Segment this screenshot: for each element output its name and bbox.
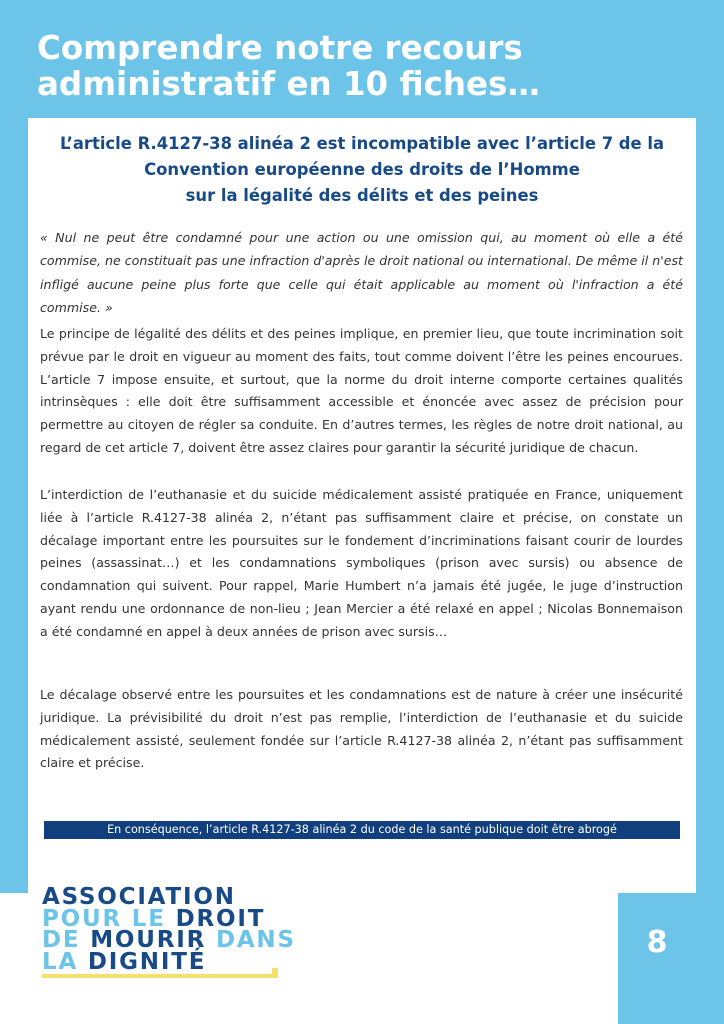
logo-underline <box>42 974 278 978</box>
subtitle-line-1: L’article R.4127-38 alinéa 2 est incompatible avec l’article 7 de la <box>59 134 665 153</box>
article-quote: « Nul ne peut être condamné pour une action ou une omission qui, au moment où elle a été commise, ne constituait pas une infraction d'après le droit national ou international. De même il n'est infligé aucune peine plus forte que celle qui était applicable au moment où l'infraction a été commise. » <box>40 230 683 315</box>
logo-word-dignite: DIGNITÉ <box>87 948 207 975</box>
paragraph-3: Le décalage observé entre les poursuites et les condamnations est de nature à créer une insécurité juridique. La prévisibilité du droit n’est pas remplie, l’interdiction de l’euthanasie et du suicide médicalement assisté, seulement fondée sur l’article R.4127-38 alinéa 2, n’étant pas suffisamment claire et précise. <box>40 687 683 771</box>
logo-line-4 <box>42 948 302 975</box>
logo-dot <box>272 968 278 974</box>
logo-word-droit: DROIT <box>175 905 266 932</box>
conclusion-banner: En conséquence, l’article R.4127-38 alinéa 2 du code de la santé publique doit être abrogé <box>44 821 680 839</box>
fiche-subtitle <box>28 131 696 209</box>
subtitle-line-3: sur la légalité des délits et des peines <box>185 186 539 205</box>
logo-word-la: LA <box>42 948 79 975</box>
page-number: 8 <box>646 925 668 960</box>
header-title-line-2: administratif en 10 fiches… <box>37 65 540 103</box>
logo-line-1: ASSOCIATION <box>42 884 236 910</box>
association-logo <box>42 884 302 975</box>
paragraph-2: L’interdiction de l’euthanasie et du suicide médicalement assisté pratiquée en France, uniquement liée à l’article R.4127-38 alinéa 2, n’étant pas suffisamment claire et précise, on constate un décalage important entre les poursuites sur le fondement d’incriminations faisant courir de lourdes peines (assassinat…) et les condamnations symboliques (prison avec sursis) ou absence de condamnation qui suivent. Pour rappel, Marie Humbert n’a jamais été jugée, le juge d’instruction ayant rendu une ordonnance de non-lieu ; Jean Mercier a été relaxé en appel ; Nicolas Bonnemaison a été condamné en appel à deux années de prison avec sursis… <box>40 487 683 639</box>
content-card <box>28 118 696 893</box>
paragraph-1: Le principe de légalité des délits et des peines implique, en premier lieu, que toute incrimination soit prévue par le droit en vigueur au moment des faits, tout comme doivent l’être les peines encourues. L’article 7 impose ensuite, et surtout, que la norme du droit interne comporte certaines qualités intrinsèques : elle doit être suffisamment accessible et énoncée avec assez de précision pour permettre au citoyen de régler sa conduite. En d’autres termes, les règles de notre droit national, au regard de cet article 7, doivent être assez claires pour garantir la sécurité juridique de chacun. <box>40 326 683 455</box>
logo-word-mourir: MOURIR <box>90 927 207 953</box>
logo-word-de: DE <box>42 927 81 953</box>
subtitle-line-2: Convention européenne des droits de l’Homme <box>144 160 580 179</box>
logo-word-dans: DANS <box>215 927 296 953</box>
logo-word-pour-le: POUR LE <box>42 905 166 932</box>
header-title-line-1: Comprendre notre recours <box>37 29 523 67</box>
page-header-title <box>37 30 697 102</box>
